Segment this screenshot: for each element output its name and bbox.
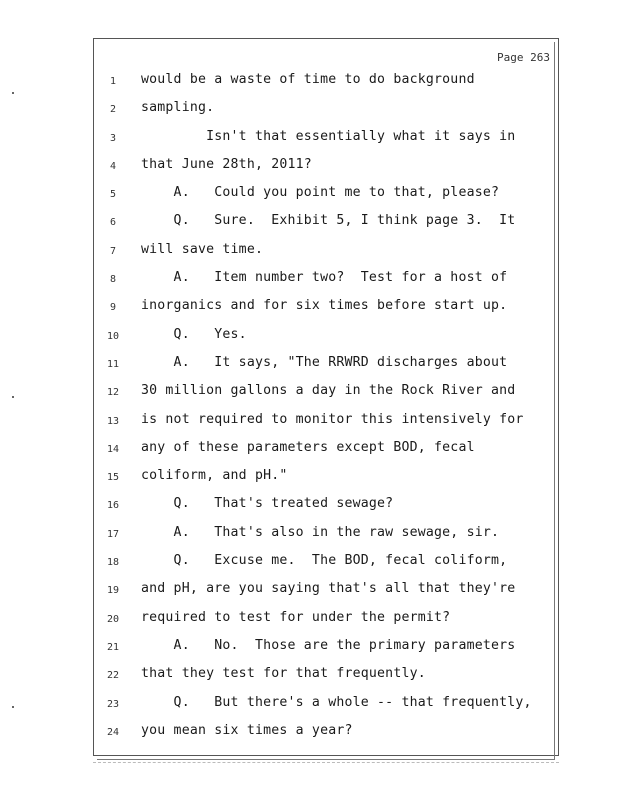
line-number: 8 xyxy=(109,274,117,286)
transcript-line xyxy=(94,327,558,355)
transcript-line xyxy=(94,468,558,496)
line-number: 16 xyxy=(106,500,120,512)
transcript-line xyxy=(94,553,558,581)
transcript-line xyxy=(94,666,558,694)
line-text: Isn't that essentially what it says in xyxy=(141,128,516,144)
transcript-line xyxy=(94,242,558,270)
page-number: Page 263 xyxy=(497,51,550,64)
line-number: 15 xyxy=(106,472,120,484)
line-text: any of these parameters except BOD, fecal xyxy=(141,439,475,455)
line-number: 7 xyxy=(109,245,117,257)
line-text: inorganics and for six times before start up. xyxy=(141,298,508,314)
line-number: 18 xyxy=(106,557,120,569)
transcript-line xyxy=(94,157,558,185)
line-text: would be a waste of time to do background xyxy=(141,72,475,87)
line-text: required to test for under the permit? xyxy=(141,609,451,625)
line-text: 30 million gallons a day in the Rock River and xyxy=(141,383,516,399)
line-number: 6 xyxy=(109,217,117,229)
line-text: Q. But there's a whole -- that frequently, xyxy=(141,694,532,710)
transcript-line xyxy=(94,496,558,524)
transcript-line xyxy=(94,72,558,100)
line-text: sampling. xyxy=(141,100,215,116)
transcript-page xyxy=(93,38,559,756)
line-text: that June 28th, 2011? xyxy=(141,156,312,172)
line-text: A. It says, "The RRWRD discharges about xyxy=(141,354,508,370)
line-number: 11 xyxy=(106,358,120,370)
line-number: 2 xyxy=(109,104,117,116)
transcript-line xyxy=(94,525,558,553)
line-text: is not required to monitor this intensively for xyxy=(141,411,524,427)
line-text: A. Could you point me to that, please? xyxy=(141,185,500,201)
transcript-line xyxy=(94,185,558,213)
line-number: 14 xyxy=(106,443,120,455)
line-number: 5 xyxy=(109,189,117,201)
transcript-line xyxy=(94,610,558,638)
line-text: you mean six times a year? xyxy=(141,722,353,738)
line-text: Q. Sure. Exhibit 5, I think page 3. It xyxy=(141,213,516,229)
transcript-line xyxy=(94,213,558,241)
transcript-line xyxy=(94,412,558,440)
line-number: 13 xyxy=(106,415,120,427)
line-text: A. Item number two? Test for a host of xyxy=(141,270,508,286)
transcript-line xyxy=(94,638,558,666)
bottom-border-artifact xyxy=(93,762,559,764)
transcript-line xyxy=(94,581,558,609)
transcript-line xyxy=(94,270,558,298)
line-number: 21 xyxy=(106,641,120,653)
transcript-line xyxy=(94,129,558,157)
line-number: 10 xyxy=(106,330,120,342)
line-text: will save time. xyxy=(141,241,264,257)
line-number: 23 xyxy=(106,698,120,710)
transcript-lines xyxy=(94,72,558,751)
transcript-line xyxy=(94,355,558,383)
line-number: 24 xyxy=(106,726,120,738)
line-number: 1 xyxy=(109,76,117,87)
line-number: 3 xyxy=(109,132,117,144)
transcript-line xyxy=(94,440,558,468)
line-number: 20 xyxy=(106,613,120,625)
line-number: 19 xyxy=(106,585,120,597)
transcript-line xyxy=(94,100,558,128)
line-number: 22 xyxy=(106,670,120,682)
line-number: 9 xyxy=(109,302,117,314)
line-text: and pH, are you saying that's all that they're xyxy=(141,581,516,597)
line-text: Q. Excuse me. The BOD, fecal coliform, xyxy=(141,553,508,569)
line-number: 4 xyxy=(109,160,117,172)
line-text: Q. Yes. xyxy=(141,326,247,342)
transcript-line xyxy=(94,695,558,723)
line-text: A. That's also in the raw sewage, sir. xyxy=(141,524,500,540)
line-text: that they test for that frequently. xyxy=(141,666,426,682)
line-number: 12 xyxy=(106,387,120,399)
line-text: A. No. Those are the primary parameters xyxy=(141,637,516,653)
transcript-line xyxy=(94,383,558,411)
line-number: 17 xyxy=(106,528,120,540)
line-text: Q. That's treated sewage? xyxy=(141,496,394,512)
line-text: coliform, and pH." xyxy=(141,468,288,484)
transcript-line xyxy=(94,298,558,326)
transcript-line xyxy=(94,723,558,751)
